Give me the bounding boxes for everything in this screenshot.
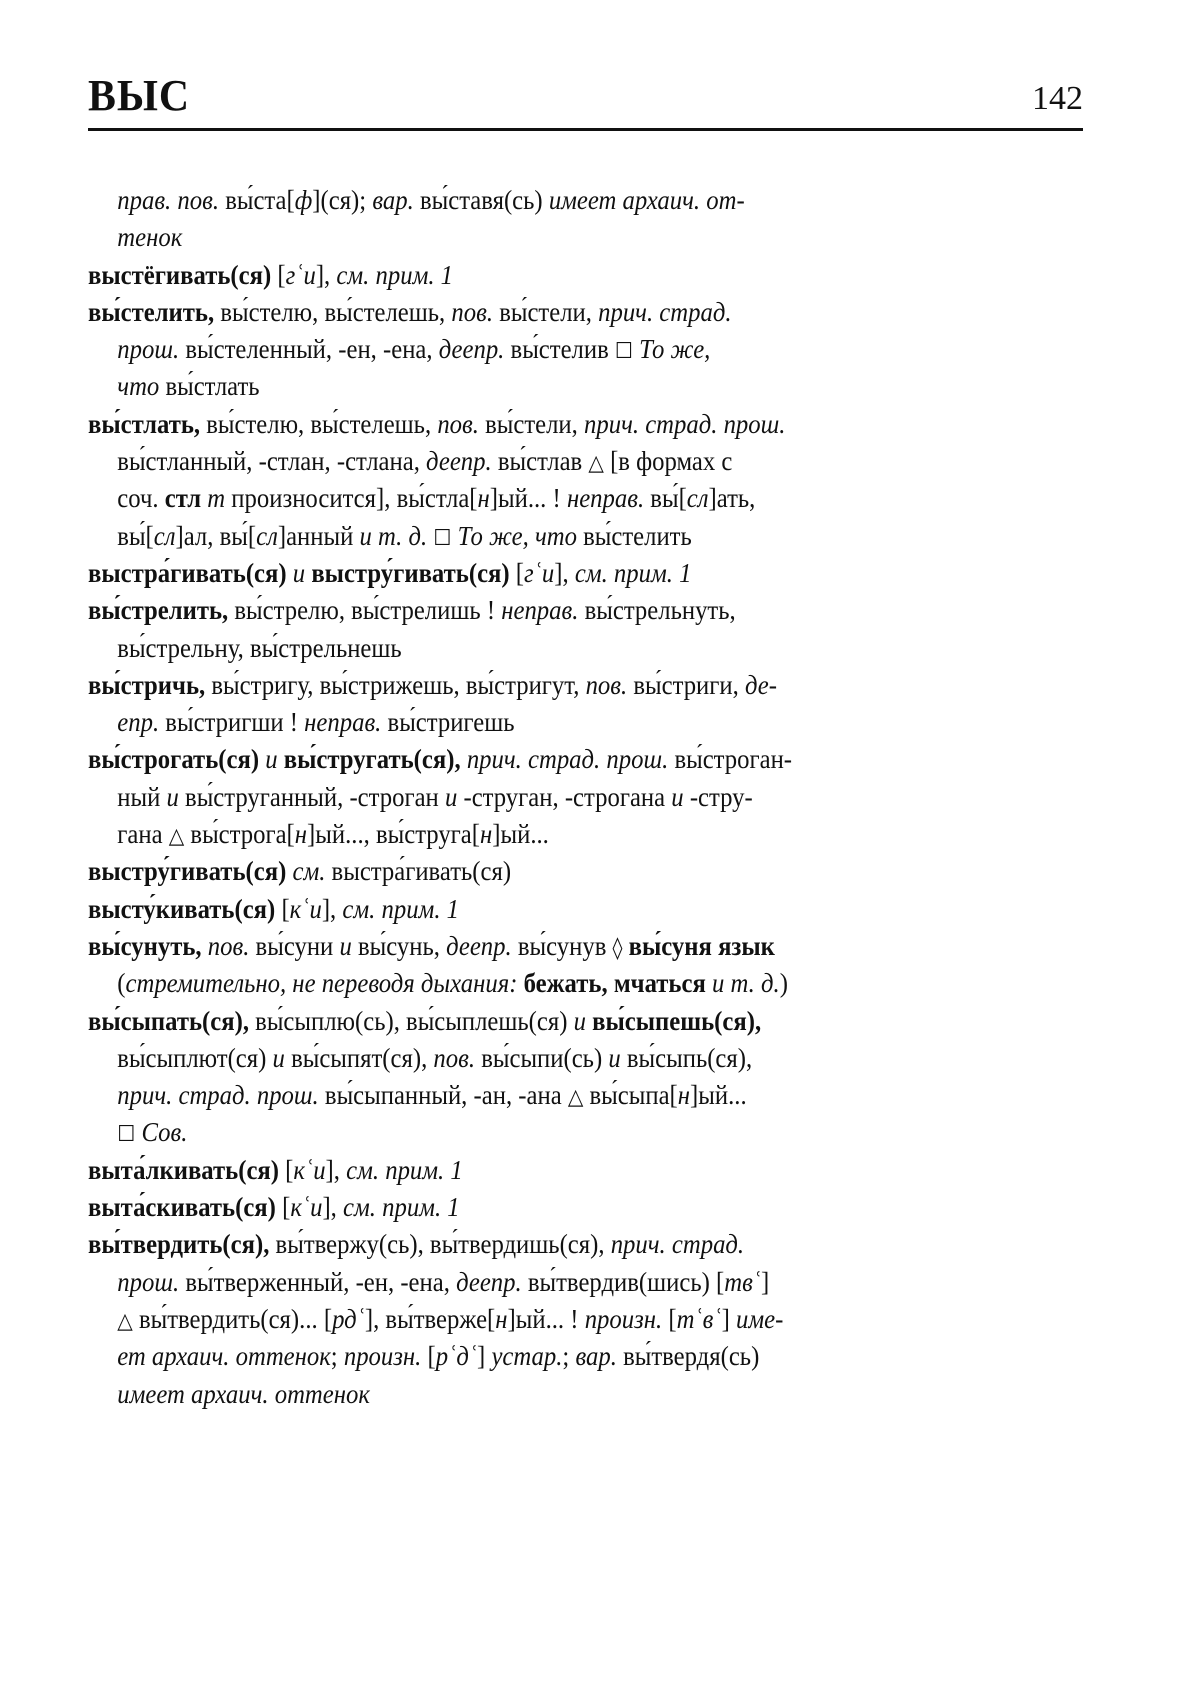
dictionary-symbol-icon: ◊ (612, 935, 623, 961)
headword-text: бежать, мчаться (517, 968, 706, 999)
entry-continuation-line (88, 331, 998, 368)
form-text: гана (117, 819, 169, 850)
form-text: вы́сыпа[ (583, 1080, 678, 1111)
headword-text: вы́сыпешь(ся), (585, 1005, 762, 1036)
label-text: То же, (632, 334, 711, 365)
label-text: пов. (451, 296, 494, 327)
form-text: [ (271, 259, 286, 290)
form-text: вы́стеленный, -ен, -ена, (179, 334, 439, 365)
dictionary-symbol-icon: ☐ (433, 525, 452, 551)
form-text: ]ый... ! (489, 483, 567, 514)
entry-continuation-line (88, 1040, 998, 1077)
label-text: н (677, 1080, 691, 1111)
form-text: вы́стели, (493, 296, 599, 327)
headword-text: выстра́гивать(ся) (88, 557, 287, 588)
form-text: вы́струганный, -строган (178, 781, 445, 812)
form-text: ] (721, 1303, 737, 1334)
label-text: см. прим. 1 (342, 893, 460, 924)
dictionary-symbol-icon: ☐ (117, 1122, 136, 1148)
label-text: прич. страд. прош. (117, 1080, 319, 1111)
headword-text: выта́лкивать(ся) (88, 1154, 280, 1185)
headword-text: вы́сунуть, (88, 930, 202, 961)
entry-continuation-line (88, 443, 998, 480)
entry-headword-line (88, 257, 998, 294)
entry-continuation-line (88, 965, 998, 1002)
label-text: прош. (117, 1266, 180, 1297)
label-text: кʿи (290, 1192, 323, 1223)
form-text: -стру- (683, 781, 753, 812)
form-text: вы́сыпь(ся), (620, 1042, 753, 1073)
form-text: [ (662, 1303, 677, 1334)
headword-text: стл (164, 483, 202, 514)
label-text: и (608, 1042, 621, 1073)
form-text: вы́стрельнуть, (578, 595, 736, 626)
entry-headword-line (88, 741, 998, 778)
label-text: см. прим. 1 (346, 1154, 463, 1185)
form-text: вы́твержу(сь), вы́твердишь(ся), (269, 1229, 611, 1260)
headword-text: выстёгивать(ся) (88, 259, 272, 290)
label-text: тенок (117, 222, 183, 253)
form-text: вы́[ (117, 520, 154, 551)
form-text: ный (117, 781, 167, 812)
page-number: 142 (1032, 80, 1083, 117)
form-text: ]ый... ! (507, 1303, 585, 1334)
label-text: прич. страд. прош. (584, 408, 786, 439)
label-text: см. (286, 856, 326, 887)
label-text: и (573, 1005, 586, 1036)
headword-text: выстру́гивать(ся) (88, 856, 287, 887)
label-text: н (480, 819, 493, 850)
form-text: вы́стригши ! (159, 707, 305, 738)
form-text: [ (509, 557, 525, 588)
label-text: пов. (437, 408, 479, 439)
label-text: н (294, 819, 308, 850)
form-text: вы́ста[ (219, 185, 295, 215)
entry-continuation-line (88, 1077, 998, 1114)
label-text: пов. (433, 1042, 476, 1073)
headword-text: вы́твердить(ся), (88, 1229, 270, 1260)
label-text: и (444, 781, 458, 812)
form-text: вы́стелить (576, 520, 692, 551)
form-text: вы́стелю, вы́стелешь, (214, 296, 452, 327)
form-text: вы́сунув (511, 930, 613, 961)
label-text: стремительно, не переводя дыхания: (125, 968, 518, 999)
dictionary-symbol-icon: △ (168, 824, 185, 850)
form-text: вы́сыплют(ся) (117, 1042, 273, 1073)
label-text: деепр. (438, 334, 505, 365)
form-text: ; (330, 1341, 344, 1372)
form-text: вы́стригу, вы́стрижешь, вы́стригут, (205, 669, 586, 700)
headword-text: вы́строгать(ся) (88, 744, 260, 775)
form-text: ](ся); (312, 185, 373, 215)
label-text: гʿи (285, 259, 316, 290)
label-text: прош. (117, 334, 180, 365)
label-text: прич. страд. прош. (460, 744, 669, 775)
form-text: вы́стригешь (381, 707, 515, 738)
label-text: То же, что (451, 520, 577, 551)
label-text: устар. (491, 1341, 563, 1372)
entry-headword-line (88, 853, 998, 890)
form-text: вы́стрельну, вы́стрельнешь (117, 632, 402, 663)
form-text: ]ый... (492, 819, 549, 850)
dictionary-symbol-icon: △ (117, 1308, 133, 1334)
form-text: вы́стелив (504, 334, 615, 365)
form-text: вы́стлать (159, 371, 260, 402)
label-text: деепр. (456, 1266, 522, 1297)
form-text: вы́твердив(шись) [ (521, 1266, 725, 1297)
headword-text: вы́стелить, (88, 296, 215, 327)
label-text: прич. страд. (598, 296, 732, 327)
label-text: н (477, 483, 490, 514)
form-text: выстра́гивать(ся) (325, 856, 512, 887)
entry-continuation-line (88, 1376, 998, 1413)
form-text: ], вы́тверже[ (364, 1303, 496, 1334)
form-text: ]ый... (690, 1080, 747, 1111)
form-text: ], (322, 1192, 344, 1223)
label-text: рдʿ (332, 1303, 365, 1334)
label-text: и (286, 557, 312, 588)
label-text: произн. (343, 1341, 422, 1372)
form-text: вы́твердя(сь) (616, 1341, 760, 1372)
form-text: ]ал, вы́[ (175, 520, 257, 551)
form-text: ], (554, 557, 575, 588)
form-text: вы́сыпанный, -ан, -ана (318, 1080, 568, 1111)
form-text: ], (321, 893, 343, 924)
form-text: соч. (117, 483, 165, 514)
label-text: н (495, 1303, 508, 1334)
label-text: и (272, 1042, 285, 1073)
form-text: ]анный (277, 520, 360, 551)
headword-text: вы́стричь, (88, 669, 206, 700)
form-text: произносится], вы́стла[ (225, 483, 478, 514)
label-text: твʿ (724, 1266, 762, 1297)
label-text: пов. (585, 669, 628, 700)
headword-text: выстру́гивать(ся) (311, 557, 510, 588)
headword-text: высту́кивать(ся) (88, 893, 276, 924)
form-text: вы́стриги, (627, 669, 745, 700)
label-text: сл (686, 483, 709, 514)
label-text: и т. д. (359, 520, 428, 551)
form-text: вы́стрелю, вы́стрелишь ! (228, 595, 502, 626)
form-text: ( (117, 968, 126, 999)
form-text: вы́суни (249, 930, 340, 961)
label-text: де- (744, 669, 777, 700)
label-text: прич. страд. (610, 1229, 745, 1260)
entry-continuation-line (88, 1338, 998, 1375)
form-text: [ (421, 1341, 436, 1372)
entry-continuation-line (88, 518, 998, 555)
entry-headword-line (88, 294, 998, 331)
entry-continuation-line (88, 630, 998, 667)
headword-text: вы́стругать(ся), (283, 744, 461, 775)
headword-text: выта́скивать(ся) (88, 1192, 276, 1223)
entry-continuation-line (88, 1301, 998, 1338)
label-text: и (339, 930, 352, 961)
form-text: вы́строга[ (184, 819, 295, 850)
entry-continuation-line (88, 1264, 998, 1301)
label-text: вар. (575, 1341, 617, 1372)
form-text: вы́сунь, (351, 930, 447, 961)
form-text: вы́тверженный, -ен, -ена, (179, 1266, 457, 1297)
label-text: име- (736, 1303, 784, 1334)
label-text: прав. пов. (117, 185, 220, 215)
label-text: см. прим. 1 (343, 1192, 460, 1223)
form-text: [ (275, 893, 290, 924)
entry-headword-line (88, 1226, 998, 1263)
form-text: ] (761, 1266, 770, 1297)
label-text: имеет архаич. оттенок (117, 1378, 370, 1409)
label-text: деепр. (426, 446, 492, 477)
entry-headword-line (88, 1003, 998, 1040)
label-text: сл (153, 520, 176, 551)
entry-headword-line (88, 406, 998, 443)
form-text: [в формах с (603, 446, 733, 477)
form-text: ; (562, 1341, 576, 1372)
form-text: вы́строган- (668, 744, 793, 775)
form-text: вы́[ (644, 483, 687, 514)
label-text: см. прим. 1 (574, 557, 692, 588)
label-text: и (671, 781, 684, 812)
dictionary-symbol-icon: △ (567, 1085, 584, 1111)
label-text: рʿдʿ (435, 1341, 478, 1372)
entry-continuation-line (88, 1114, 998, 1151)
entry-headword-line (88, 1152, 998, 1189)
form-text: ]ый..., вы́струга[ (307, 819, 481, 850)
label-text: см. прим. 1 (336, 259, 454, 290)
entry-headword-line (88, 555, 998, 592)
form-text: вы́ставя(сь) (413, 185, 549, 215)
label-text: тʿвʿ (676, 1303, 722, 1334)
form-text: ]ать, (708, 483, 756, 514)
entry-continuation-line (88, 704, 998, 741)
label-text: и (166, 781, 179, 812)
form-text: вы́сыпи(сь) (475, 1042, 609, 1073)
label-text: Сов. (135, 1117, 188, 1148)
entry-continuation-line (88, 182, 998, 219)
form-text: вы́сыплю(сь), вы́сыплешь(ся) (248, 1005, 574, 1036)
headword-text: вы́стрелить, (88, 595, 229, 626)
headword-text: вы́суня язык (622, 930, 775, 961)
label-text: епр. (117, 707, 160, 738)
label-text: неправ. (304, 707, 382, 738)
entry-continuation-line (88, 816, 998, 853)
entry-continuation-line (88, 219, 998, 256)
dictionary-symbol-icon: △ (588, 451, 604, 477)
entry-headword-line (88, 1189, 998, 1226)
form-text: вы́стлав (491, 446, 589, 477)
headword-text: вы́сыпать(ся), (88, 1005, 249, 1036)
form-text: ) (779, 968, 788, 999)
header-rule (88, 128, 1083, 131)
form-text: вы́твердить(ся)... [ (132, 1303, 333, 1334)
form-text: вы́стелю, вы́стелешь, (200, 408, 438, 439)
label-text: и т. д. (705, 968, 780, 999)
label-text: имеет архаич. от- (548, 185, 745, 215)
running-head: ВЫС (88, 71, 190, 120)
form-text: вы́стели, (478, 408, 585, 439)
label-text: гʿи (524, 557, 555, 588)
page-header (88, 70, 1083, 132)
label-text: деепр. (446, 930, 512, 961)
label-text: что (117, 371, 160, 402)
form-text: ], (325, 1154, 347, 1185)
label-text: ет архаич. оттенок (117, 1341, 331, 1372)
dictionary-body (88, 182, 1083, 1413)
dictionary-symbol-icon: ☐ (614, 339, 633, 365)
entry-continuation-line (88, 480, 998, 517)
label-text: неправ. (501, 595, 579, 626)
label-text: кʿи (293, 1154, 326, 1185)
entry-headword-line (88, 592, 998, 629)
form-text: -струган, -строгана (457, 781, 672, 812)
form-text: вы́стланный, -стлан, -стлана, (117, 446, 427, 477)
entry-headword-line (88, 667, 998, 704)
label-text: неправ. (566, 483, 645, 514)
form-text: [ (279, 1154, 294, 1185)
form-text: вы́сыпят(ся), (284, 1042, 434, 1073)
label-text: т (201, 483, 226, 514)
label-text: вар. (372, 185, 414, 215)
label-text: пов. (201, 930, 250, 961)
form-text: [ (275, 1192, 291, 1223)
entry-continuation-line (88, 779, 998, 816)
label-text: произн. (584, 1303, 663, 1334)
form-text: ] (477, 1341, 492, 1372)
label-text: и (259, 744, 284, 775)
label-text: кʿи (289, 893, 322, 924)
label-text: ф (294, 185, 313, 215)
headword-text: вы́стлать, (88, 408, 201, 439)
label-text: сл (256, 520, 278, 551)
entry-continuation-line (88, 368, 998, 405)
form-text: ], (315, 259, 337, 290)
entry-headword-line (88, 891, 998, 928)
entry-headword-line (88, 928, 998, 965)
